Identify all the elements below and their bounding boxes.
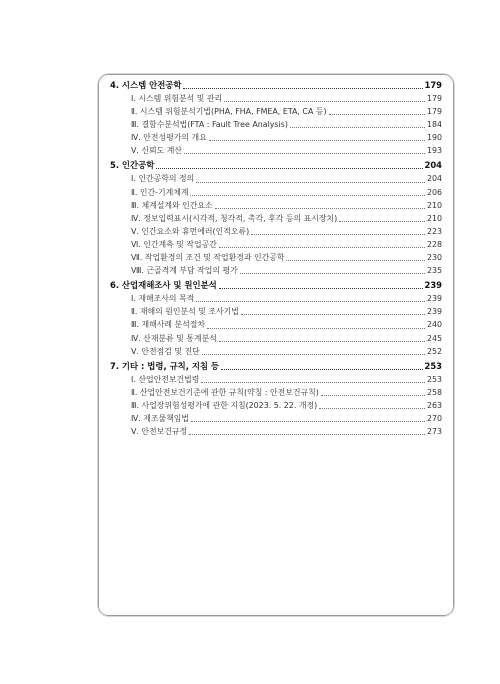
item-label: Ⅰ. 시스템 위험분석 및 관리 [131, 94, 223, 103]
dot-leader [251, 234, 425, 235]
item-page: 206 [426, 187, 442, 197]
item-page: 270 [426, 413, 442, 423]
dot-leader [156, 168, 422, 169]
section-title: 5. 인간공학 [110, 160, 155, 171]
item-page: 239 [426, 294, 442, 304]
toc-item[interactable] [110, 412, 442, 425]
section-heading[interactable] [110, 360, 442, 373]
toc-item[interactable] [110, 144, 442, 157]
section-title: 4. 시스템 안전공학 [110, 80, 182, 90]
item-label: Ⅴ. 인간요소와 휴먼에러(인적오류) [131, 226, 250, 236]
dot-leader [209, 140, 425, 141]
item-label: Ⅱ. 인간-기계체계 [131, 187, 189, 197]
toc-item[interactable] [110, 318, 442, 331]
item-label: Ⅰ. 산업안전보건법령 [131, 374, 200, 384]
toc-section [110, 360, 442, 438]
toc-item[interactable] [110, 105, 442, 118]
section-page: 179 [424, 80, 442, 90]
dot-leader [196, 301, 425, 302]
item-page: 239 [426, 307, 442, 317]
item-label: Ⅲ. 사업장위험성평가에 관한 지침(2023. 5. 22. 개정) [131, 400, 318, 410]
item-page: 245 [426, 333, 442, 343]
toc-item[interactable] [110, 264, 442, 277]
toc-item[interactable] [110, 292, 442, 305]
item-label: Ⅱ. 시스템 위험분석기법(PHA, FHA, FMEA, ETA, CA 등) [131, 107, 327, 117]
item-page: 273 [426, 427, 442, 437]
item-label: Ⅳ. 안전성평가의 개요 [131, 133, 207, 143]
toc-item[interactable] [110, 425, 442, 438]
item-label: Ⅲ. 재해사례 분석절차 [131, 320, 205, 330]
item-label: Ⅴ. 신뢰도 계산 [131, 146, 183, 156]
item-page: 240 [426, 320, 442, 330]
dot-leader [201, 382, 425, 383]
dot-leader [319, 408, 425, 409]
dot-leader [224, 101, 425, 102]
dot-leader [221, 369, 422, 370]
toc-item[interactable] [110, 225, 442, 238]
dot-leader [183, 88, 422, 89]
dot-leader [202, 354, 425, 355]
dot-leader [219, 288, 423, 289]
item-label: Ⅵ. 인간계측 및 작업공간 [131, 239, 217, 249]
section-heading[interactable] [110, 159, 442, 172]
toc-item[interactable] [110, 345, 442, 358]
toc-section [110, 159, 442, 277]
toc-section [110, 279, 442, 357]
dot-leader [207, 328, 425, 329]
item-label: Ⅱ. 재해의 원인분석 및 조사기법 [131, 307, 239, 317]
item-label: Ⅳ. 산재분류 및 통계분석 [131, 333, 217, 343]
item-label: Ⅳ. 제조물책임법 [131, 413, 190, 423]
item-page: 258 [426, 387, 442, 397]
item-label: Ⅴ. 안전보건규정 [131, 427, 188, 437]
toc-item[interactable] [110, 172, 442, 185]
item-label: Ⅲ. 체계설계와 인간요소 [131, 200, 213, 210]
dot-leader [290, 127, 425, 128]
toc-item[interactable] [110, 199, 442, 212]
dot-leader [219, 247, 425, 248]
item-page: 235 [426, 266, 442, 276]
item-label: Ⅷ. 근골격계 부담 작업의 평가 [131, 266, 238, 276]
toc-item[interactable] [110, 305, 442, 318]
toc-section [110, 79, 442, 157]
section-title: 7. 기타 : 법령, 규칙, 지침 등 [110, 360, 220, 371]
item-page: 263 [426, 400, 442, 410]
toc-item[interactable] [110, 186, 442, 199]
dot-leader [184, 153, 425, 154]
section-heading[interactable] [110, 279, 442, 292]
item-page: 193 [426, 146, 442, 156]
dot-leader [190, 195, 424, 196]
toc-item[interactable] [110, 399, 442, 412]
toc-item[interactable] [110, 373, 442, 386]
item-page: 184 [426, 120, 442, 130]
toc-item[interactable] [110, 92, 442, 105]
toc-item[interactable] [110, 251, 442, 264]
toc-item[interactable] [110, 332, 442, 345]
toc-item[interactable] [110, 212, 442, 225]
item-page: 179 [426, 107, 442, 117]
item-page: 204 [426, 174, 442, 184]
item-label: Ⅰ. 재해조사의 목적 [131, 294, 195, 304]
table-of-contents [110, 79, 442, 440]
item-page: 230 [426, 253, 442, 263]
item-label: Ⅲ. 결함수분석법(FTA : Fault Tree Analysis) [131, 120, 288, 130]
item-page: 179 [426, 94, 442, 103]
dot-leader [191, 421, 425, 422]
toc-item[interactable] [110, 131, 442, 144]
dot-leader [219, 341, 425, 342]
dot-leader [241, 314, 425, 315]
dot-leader [339, 221, 425, 222]
toc-item[interactable] [110, 238, 442, 251]
section-heading[interactable] [110, 79, 442, 92]
dot-leader [321, 395, 425, 396]
item-page: 210 [426, 213, 442, 223]
item-page: 253 [426, 374, 442, 384]
dot-leader [189, 434, 425, 435]
section-title: 6. 산업재해조사 및 원인분석 [110, 280, 217, 291]
item-page: 223 [426, 226, 442, 236]
toc-item[interactable] [110, 118, 442, 131]
item-page: 190 [426, 133, 442, 143]
section-page: 239 [424, 280, 442, 291]
dot-leader [240, 273, 425, 274]
dot-leader [196, 182, 425, 183]
item-label: Ⅴ. 안전점검 및 진단 [131, 346, 200, 356]
dot-leader [329, 114, 425, 115]
item-label: Ⅰ. 인간공학의 정의 [131, 174, 195, 184]
dot-leader [215, 208, 425, 209]
item-page: 210 [426, 200, 442, 210]
item-label: Ⅶ. 작업환경의 조건 및 작업환경과 인간공학 [131, 253, 285, 263]
dot-leader [286, 260, 424, 261]
toc-item[interactable] [110, 386, 442, 399]
item-label: Ⅱ. 산업안전보건기준에 관한 규칙(약칭 : 안전보건규칙) [131, 387, 319, 397]
item-page: 252 [426, 346, 442, 356]
section-page: 204 [424, 160, 442, 171]
item-page: 228 [426, 239, 442, 249]
section-page: 253 [424, 360, 442, 371]
item-label: Ⅳ. 정보입력표시(시각적, 청각적, 촉각, 후각 등의 표시장치) [131, 213, 338, 223]
